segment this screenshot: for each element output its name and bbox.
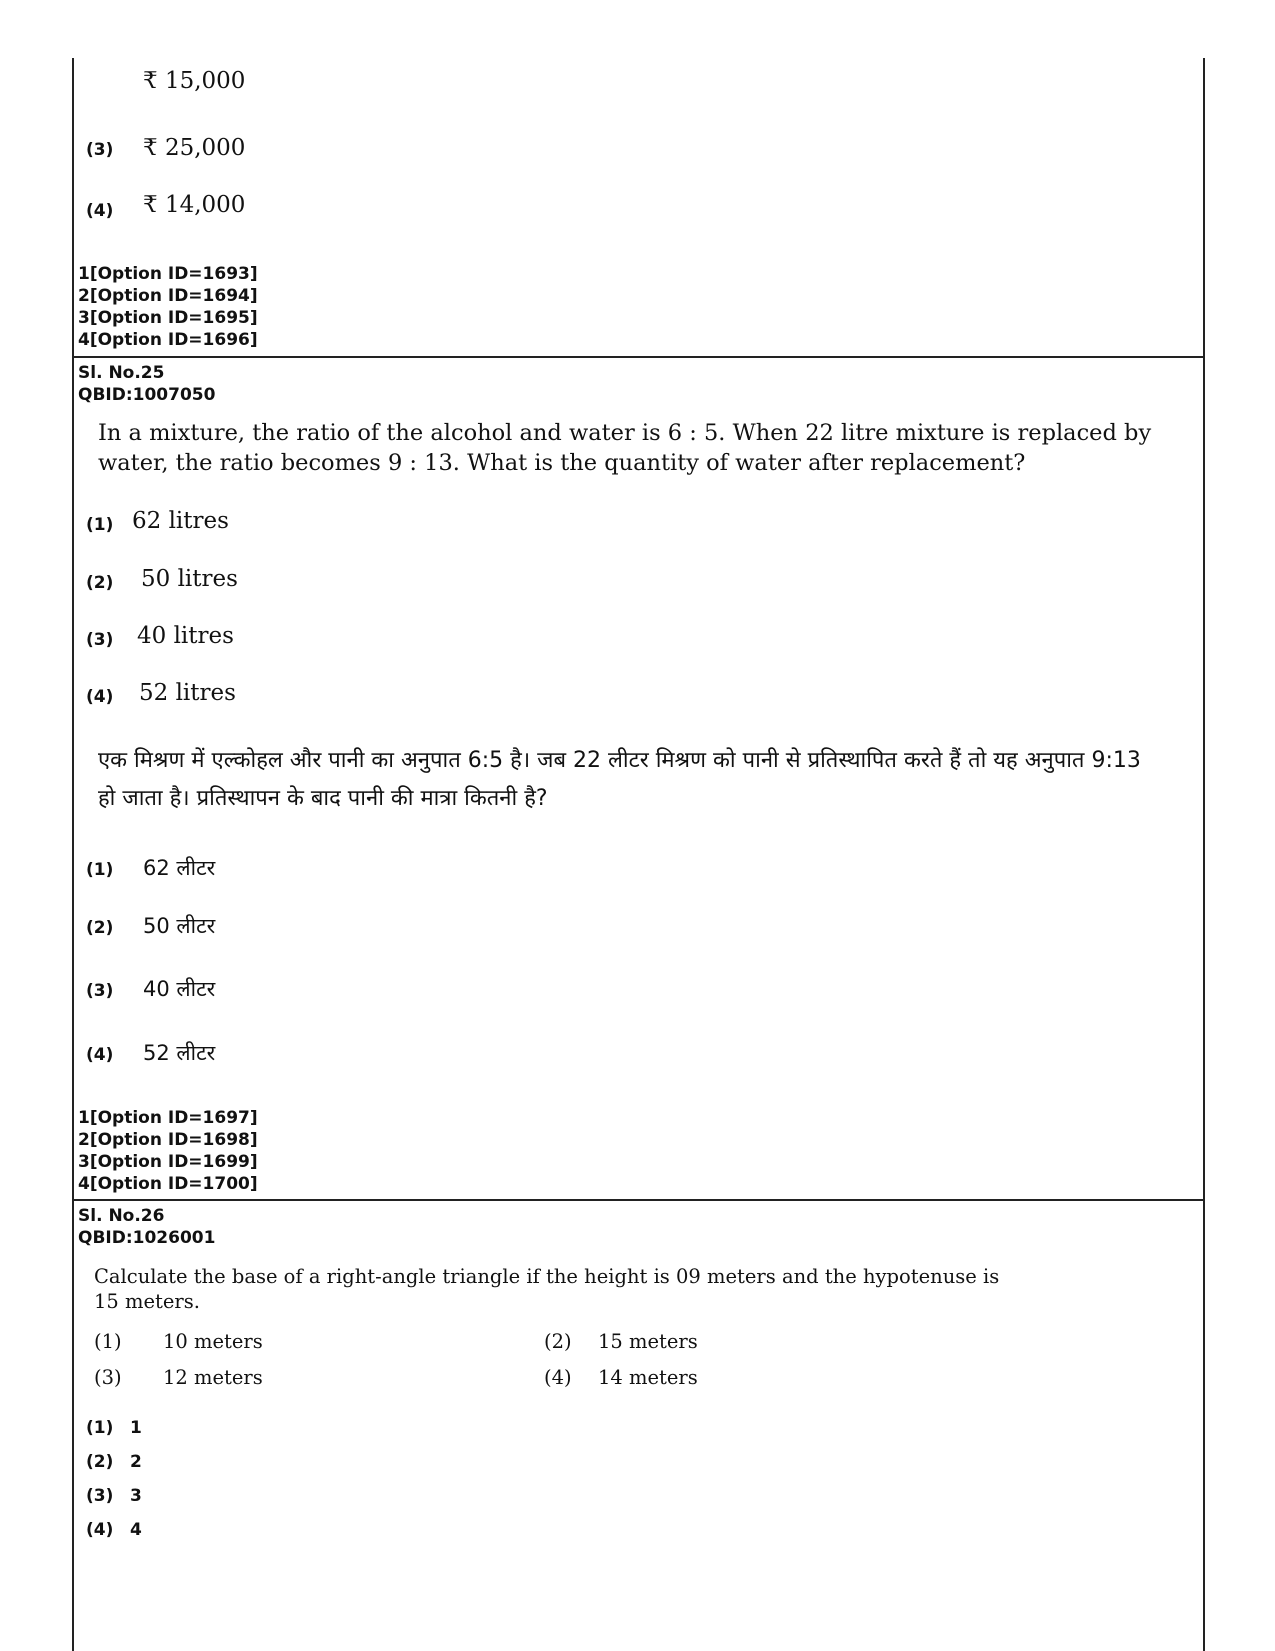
qbid: QBID:1026001 (78, 1228, 216, 1248)
divider-q25-q26 (72, 1199, 1205, 1201)
option-id: 1[Option ID=1693] (78, 264, 258, 284)
grid-option-text: 12 meters (163, 1366, 263, 1389)
option-id: 2[Option ID=1698] (78, 1130, 258, 1150)
answer-option-number: (2) (86, 1452, 114, 1472)
divider-q24-q25 (72, 356, 1205, 358)
option-text: 50 लीटर (143, 914, 216, 938)
option-id: 4[Option ID=1696] (78, 330, 258, 350)
grid-option-number: (2) (544, 1330, 572, 1353)
grid-option-text: 15 meters (598, 1330, 698, 1353)
grid-option-number: (4) (544, 1366, 572, 1389)
option-text: 40 लीटर (143, 977, 216, 1001)
option-number: (4) (86, 687, 114, 707)
option-number: (1) (86, 515, 114, 535)
answer-option-number: (3) (86, 1486, 114, 1506)
option-id: 4[Option ID=1700] (78, 1174, 258, 1194)
option-text: 62 litres (132, 508, 229, 534)
q25-question-en: In a mixture, the ratio of the alcohol and water is 6 : 5. When 22 litre mixture is replaced by water, the ratio becomes 9 : 13. What is the quantity of water after replacement? (98, 420, 1152, 476)
q26-question: Calculate the base of a right-angle triangle if the height is 09 meters and the hypotenuse is 15 meters. (94, 1265, 1000, 1313)
option-id: 3[Option ID=1695] (78, 308, 258, 328)
q25-option-ids (78, 1107, 258, 1195)
option-number: (3) (86, 140, 114, 160)
answer-option-text: 1 (130, 1418, 142, 1438)
answer-option-number: (1) (86, 1418, 114, 1438)
option-number: (2) (86, 573, 114, 593)
grid-option-number: (1) (94, 1330, 122, 1353)
option-text: 52 litres (139, 680, 236, 706)
sl-no: Sl. No.25 (78, 363, 165, 383)
option-text: ₹ 25,000 (143, 135, 246, 161)
q24-option-ids (78, 263, 258, 351)
q26-header (78, 1205, 215, 1249)
answer-option-number: (4) (86, 1520, 114, 1540)
option-number: (3) (86, 630, 114, 650)
answer-option-text: 2 (130, 1452, 142, 1472)
qbid: QBID:1007050 (78, 385, 216, 405)
q25-header (78, 362, 215, 406)
q25-question-hi: एक मिश्रण में एल्कोहल और पानी का अनुपात 6:5 है। जब 22 लीटर मिश्रण को पानी से प्रतिस्थापित करते हैं तो यह अनुपात 9:13 हो जाता है। प्रतिस्थापन के बाद पानी की मात्रा कितनी है? (98, 748, 1141, 811)
option-number: (3) (86, 981, 114, 1001)
option-id: 3[Option ID=1699] (78, 1152, 258, 1172)
option-text: 50 litres (141, 566, 238, 592)
left-border (72, 58, 74, 1651)
option-text: 52 लीटर (143, 1041, 216, 1065)
option-text: 40 litres (137, 623, 234, 649)
option-text: 62 लीटर (143, 856, 216, 880)
answer-option-text: 4 (130, 1520, 142, 1540)
answer-option-text: 3 (130, 1486, 142, 1506)
option-number: (4) (86, 1045, 114, 1065)
right-border (1203, 58, 1205, 1651)
option-text: ₹ 15,000 (143, 68, 246, 94)
option-text: ₹ 14,000 (143, 192, 246, 218)
option-number: (1) (86, 860, 114, 880)
sl-no: Sl. No.26 (78, 1206, 165, 1226)
grid-option-text: 14 meters (598, 1366, 698, 1389)
option-id: 1[Option ID=1697] (78, 1108, 258, 1128)
option-number: (4) (86, 201, 114, 221)
grid-option-text: 10 meters (163, 1330, 263, 1353)
grid-option-number: (3) (94, 1366, 122, 1389)
option-number: (2) (86, 918, 114, 938)
option-id: 2[Option ID=1694] (78, 286, 258, 306)
